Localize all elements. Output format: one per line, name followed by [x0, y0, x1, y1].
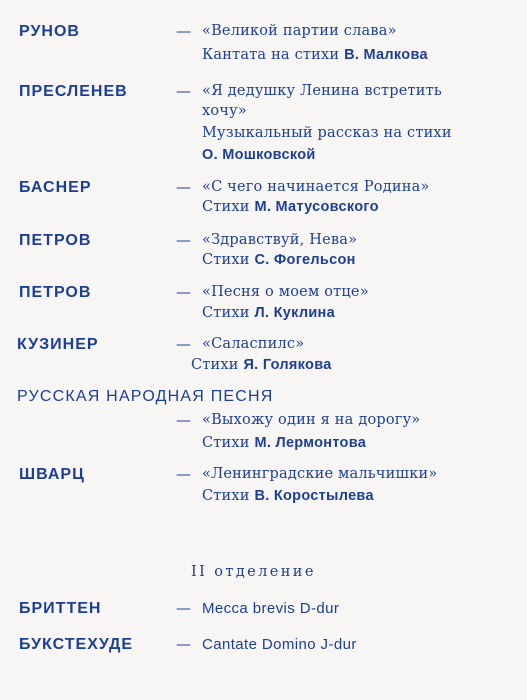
work-subtitle: [202, 200, 379, 215]
work-title: хочу»: [202, 103, 247, 119]
subtitle-prefix: Стихи: [202, 435, 250, 451]
work-title: Mecca brevis D-dur: [202, 600, 340, 617]
composer-name: ПЕТРОВ: [19, 284, 92, 301]
work-subtitle: [202, 48, 428, 63]
subtitle-prefix: Кантата на стихи: [202, 47, 340, 63]
work-title: «Выхожу один я на дорогу»: [202, 412, 421, 428]
dash-separator: —: [176, 283, 191, 301]
subtitle-prefix: Стихи: [202, 305, 250, 321]
work-subtitle: [202, 148, 316, 163]
poet-name: О. Мошковской: [202, 147, 316, 163]
section-title: II отделение: [191, 564, 316, 580]
dash-separator: —: [176, 635, 191, 653]
composer-name: БАСНЕР: [19, 179, 92, 196]
subtitle-prefix: Музыкальный рассказ на стихи: [202, 125, 452, 141]
composer-name: БУКСТЕХУДЕ: [19, 636, 134, 653]
composer-name: БРИТТЕН: [19, 600, 102, 617]
poet-name: Я. Голякова: [243, 357, 332, 373]
dash-separator: —: [176, 22, 191, 40]
work-subtitle: [202, 126, 452, 141]
poet-name: В. Малкова: [344, 47, 428, 63]
work-title: «Песня о моем отце»: [202, 284, 369, 300]
subtitle-prefix: Стихи: [202, 252, 250, 268]
dash-separator: —: [176, 599, 191, 617]
work-subtitle: [202, 306, 335, 321]
poet-name: М. Лермонтова: [254, 435, 367, 451]
dash-separator: —: [176, 178, 191, 196]
composer-name: ПРЕСЛЕНЕВ: [19, 83, 128, 100]
composer-name: РУССКАЯ НАРОДНАЯ ПЕСНЯ: [17, 388, 274, 405]
subtitle-prefix: Стихи: [191, 357, 239, 373]
composer-name: ПЕТРОВ: [19, 232, 92, 249]
dash-separator: —: [176, 335, 191, 353]
composer-name: КУЗИНЕР: [17, 336, 99, 353]
subtitle-prefix: Стихи: [202, 488, 250, 504]
work-subtitle: [191, 358, 332, 373]
work-subtitle: [202, 489, 374, 504]
poet-name: Л. Куклина: [254, 305, 335, 321]
work-subtitle: [202, 253, 356, 268]
composer-name: РУНОВ: [19, 23, 80, 40]
poet-name: М. Матусовского: [254, 199, 379, 215]
dash-separator: —: [176, 411, 191, 429]
work-title: «Великой партии слава»: [202, 23, 397, 39]
work-title: Cantate Domino J-dur: [202, 636, 357, 653]
subtitle-prefix: Стихи: [202, 199, 250, 215]
work-title: «Саласпилс»: [202, 336, 305, 352]
work-title: «Здравствуй, Нева»: [202, 232, 358, 248]
work-title: «С чего начинается Родина»: [202, 179, 430, 195]
poet-name: С. Фогельсон: [254, 252, 356, 268]
dash-separator: —: [176, 465, 191, 483]
work-title: «Ленинградские мальчишки»: [202, 466, 438, 482]
dash-separator: —: [176, 82, 191, 100]
composer-name: ШВАРЦ: [19, 466, 85, 483]
dash-separator: —: [176, 231, 191, 249]
work-subtitle: [202, 436, 366, 451]
poet-name: В. Коростылева: [254, 488, 374, 504]
work-title: «Я дедушку Ленина встретить: [202, 83, 442, 99]
